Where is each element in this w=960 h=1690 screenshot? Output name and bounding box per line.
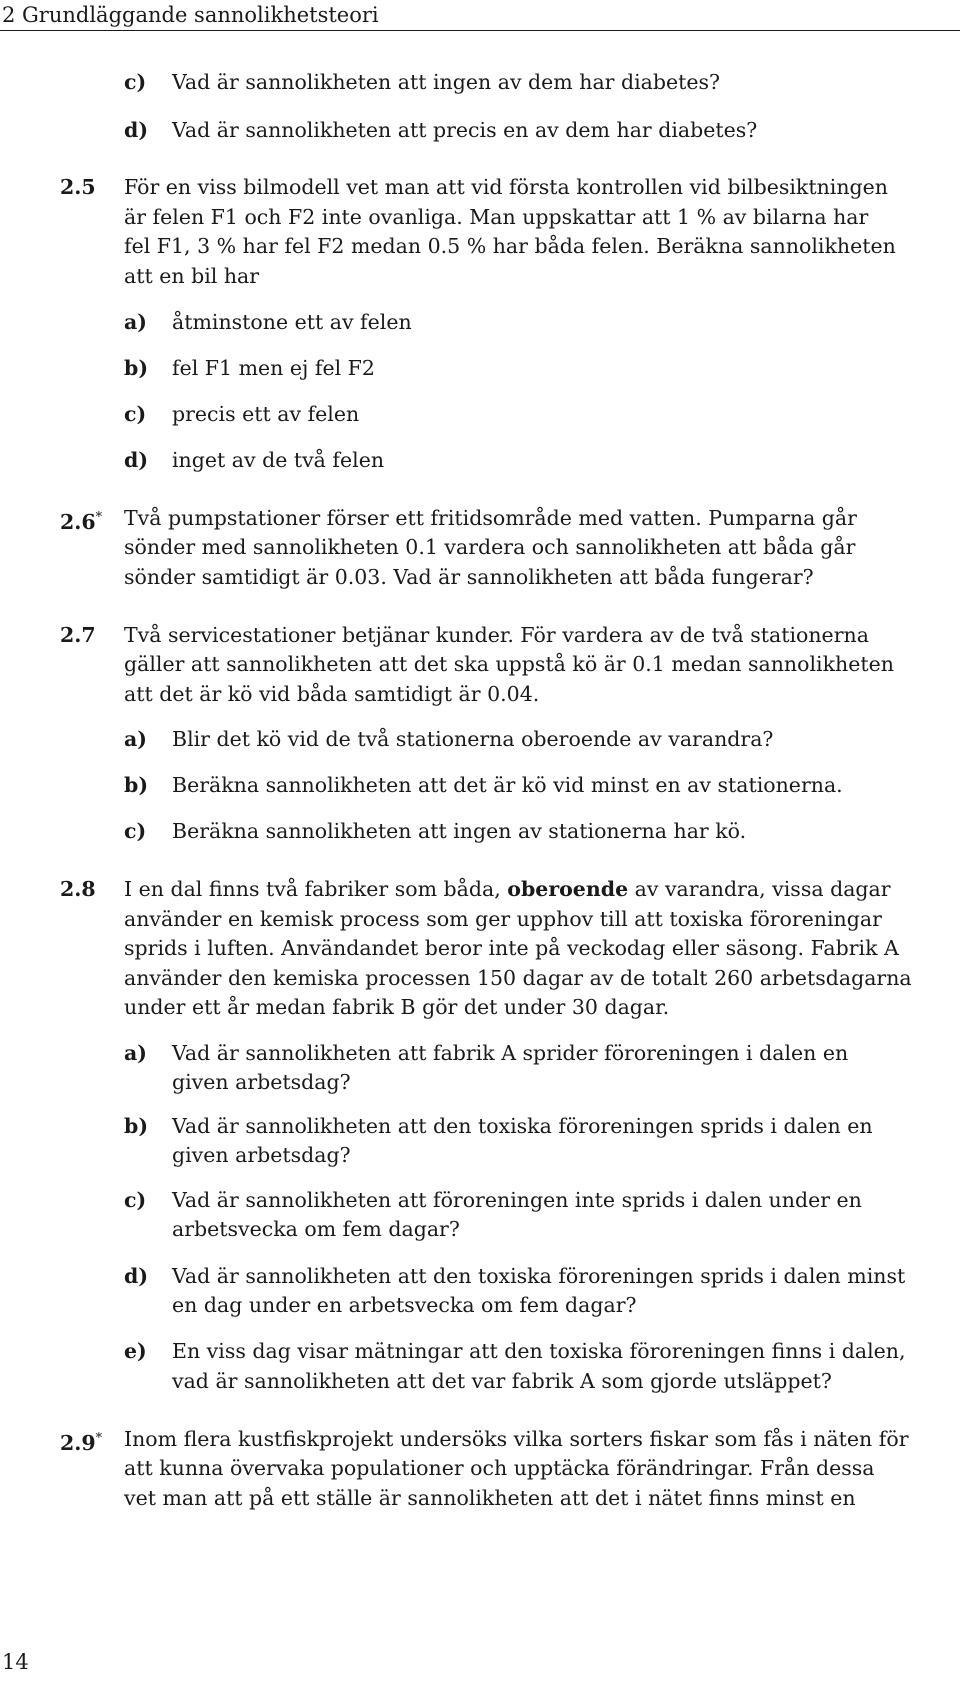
problem-text-line: sönder samtidigt är 0.03. Vad är sannolikheten att båda fungerar? (124, 565, 814, 589)
part-text: given arbetsdag? (172, 1143, 351, 1167)
problem-text-line: Inom flera kustfiskprojekt undersöks vilka sorters fiskar som fås i näten för (124, 1427, 909, 1451)
page-number: 14 (2, 1650, 29, 1674)
part-label: d) (124, 118, 149, 142)
star-mark: * (95, 1431, 103, 1446)
part-text: arbetsvecka om fem dagar? (172, 1217, 460, 1241)
emphasis-oberoende: oberoende (507, 877, 629, 901)
part-text: vad är sannolikheten att det var fabrik A som gjorde utsläppet? (172, 1369, 832, 1393)
part-label: c) (124, 1188, 147, 1212)
part-text: Vad är sannolikheten att precis en av dem har diabetes? (172, 118, 758, 142)
problem-text-line: att det är kö vid båda samtidigt är 0.04. (124, 682, 540, 706)
part-text: Blir det kö vid de två stationerna oberoende av varandra? (172, 727, 774, 751)
problem-number: 2.8 (60, 877, 96, 901)
problem-text-line: att kunna övervaka populationer och upptäcka förändringar. Från dessa (124, 1456, 875, 1480)
header-rule (0, 30, 960, 31)
part-text: precis ett av felen (172, 402, 360, 426)
problem-number: 2.9* (60, 1431, 103, 1455)
problem-text-line: gäller att sannolikheten att det ska uppstå kö är 0.1 medan sannolikheten (124, 652, 894, 676)
problem-text-line: sprids i luften. Användandet beror inte på veckodag eller säsong. Fabrik A (124, 936, 899, 960)
star-mark: * (95, 510, 103, 525)
part-text: Vad är sannolikheten att den toxiska föroreningen sprids i dalen minst (172, 1264, 906, 1288)
part-label: c) (124, 819, 147, 843)
problem-text-line: använder en kemisk process som ger upphov till att toxiska föroreningar (124, 907, 882, 931)
problem-text-line: Två pumpstationer förser ett fritidsområde med vatten. Pumparna går (124, 506, 857, 530)
part-text: åtminstone ett av felen (172, 310, 412, 334)
part-label: a) (124, 727, 147, 751)
part-text: Vad är sannolikheten att den toxiska föroreningen sprids i dalen en (172, 1114, 873, 1138)
part-text: en dag under en arbetsvecka om fem dagar? (172, 1293, 637, 1317)
part-text: Vad är sannolikheten att ingen av dem har diabetes? (172, 70, 721, 94)
part-text: En viss dag visar mätningar att den toxiska föroreningen finns i dalen, (172, 1339, 906, 1363)
part-label: d) (124, 1264, 149, 1288)
problem-text-line: använder den kemiska processen 150 dagar av de totalt 260 arbetsdagarna (124, 966, 912, 990)
part-label: a) (124, 310, 147, 334)
problem-text-line: För en viss bilmodell vet man att vid första kontrollen vid bilbesiktningen (124, 175, 889, 199)
part-label: c) (124, 70, 147, 94)
part-text: Vad är sannolikheten att föroreningen inte sprids i dalen under en (172, 1188, 862, 1212)
problem-text-line: fel F1, 3 % har fel F2 medan 0.5 % har båda felen. Beräkna sannolikheten (124, 234, 896, 258)
part-label: d) (124, 448, 149, 472)
problem-text-line: vet man att på ett ställe är sannolikheten att det i nätet finns minst en (124, 1486, 856, 1510)
part-label: b) (124, 356, 149, 380)
part-text: inget av de två felen (172, 448, 385, 472)
part-label: e) (124, 1339, 147, 1363)
problem-text-line: att en bil har (124, 264, 260, 288)
problem-text-line: sönder med sannolikheten 0.1 vardera och sannolikheten att båda går (124, 535, 856, 559)
running-head: 2 Grundläggande sannolikhetsteori (2, 3, 379, 27)
problem-number: 2.5 (60, 175, 96, 199)
problem-text-line: under ett år medan fabrik B gör det under 30 dagar. (124, 995, 670, 1019)
part-label: b) (124, 773, 149, 797)
part-text: fel F1 men ej fel F2 (172, 356, 375, 380)
part-text: Vad är sannolikheten att fabrik A sprider föroreningen i dalen en (172, 1041, 849, 1065)
part-label: c) (124, 402, 147, 426)
part-label: a) (124, 1041, 147, 1065)
problem-text-line: Två servicestationer betjänar kunder. För vardera av de två stationerna (124, 623, 869, 647)
problem-number: 2.6* (60, 510, 103, 534)
problem-text-line: är felen F1 och F2 inte ovanliga. Man uppskattar att 1 % av bilarna har (124, 205, 869, 229)
problem-text-line: I en dal finns två fabriker som båda, oberoende av varandra, vissa dagar (124, 877, 891, 901)
part-text: given arbetsdag? (172, 1070, 351, 1094)
problem-number: 2.7 (60, 623, 96, 647)
part-text: Beräkna sannolikheten att ingen av stationerna har kö. (172, 819, 747, 843)
part-text: Beräkna sannolikheten att det är kö vid minst en av stationerna. (172, 773, 843, 797)
part-label: b) (124, 1114, 149, 1138)
